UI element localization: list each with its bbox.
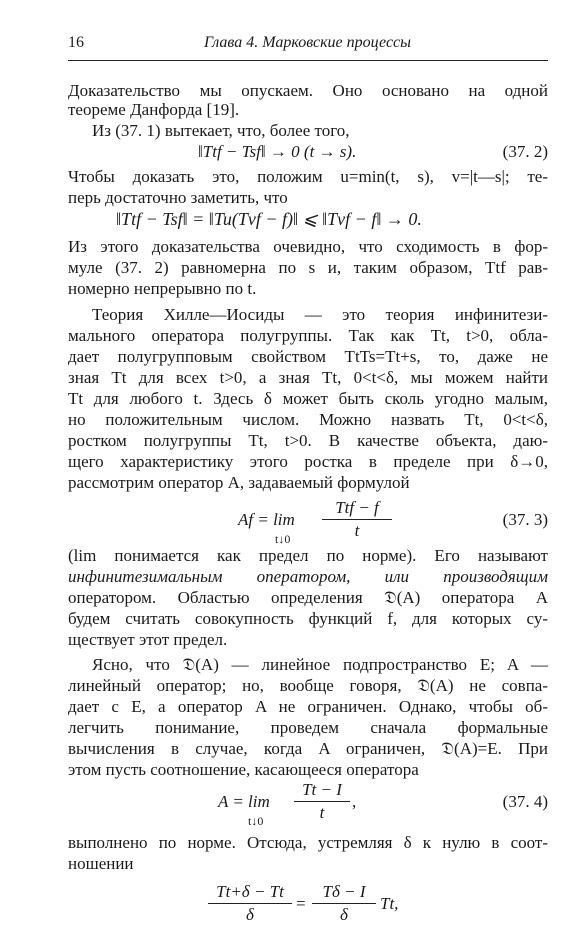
text-line: Чтобы доказать это, положим u=min(t, s), v=|t—s|; те- <box>68 167 548 186</box>
fraction <box>294 780 350 823</box>
text-line: ществует этот предел. <box>68 630 228 649</box>
text-line: будем считать совокупность функций f, для которых су- <box>68 609 548 628</box>
text-line: теореме Данфорда [19]. <box>68 100 240 119</box>
equation-lhs: A = lim <box>218 792 270 811</box>
text-line: Из этого доказательства очевидно, что сходимость в фор- <box>68 237 548 256</box>
text-line: муле (37. 2) равномерна по s и, таким образом, Ttf рав- <box>68 258 548 277</box>
equation-number: (37. 2) <box>502 142 548 161</box>
text-line: вычисления в случае, когда A ограничен, 𝔇(A)=E. При <box>68 739 548 758</box>
equation-tail: Tt, <box>380 894 399 913</box>
text-line: дает с E, а оператор A не ограничен. Однако, чтобы об- <box>68 697 548 716</box>
text-line: дает полугрупповым свойством TtTs=Tt+s, то, даже не <box>68 347 548 366</box>
equation-37-3 <box>68 498 548 544</box>
running-title: Глава 4. Марковские процессы <box>204 34 411 51</box>
numerator: Tδ − I <box>312 882 376 904</box>
text-line: Теория Хилле—Иосиды — это теория инфинитези- <box>92 305 548 324</box>
equation-body: ‖Ttf − Tsf‖ → 0 (t → s). <box>198 142 357 161</box>
fraction-right <box>312 882 376 925</box>
numerator: Ttf − f <box>322 498 392 520</box>
text-line: щего характеристику этого ростка в пределе при δ→0, <box>68 452 548 471</box>
text-line: оператором. Областью определения 𝔇(A) оператора A <box>68 588 548 607</box>
equation-37-4 <box>68 780 548 826</box>
text-line: рассмотрим оператор A, задаваемый формулой <box>68 473 410 492</box>
numerator: Tt − I <box>294 780 350 802</box>
text-line: но положительным числом. Можно назвать Tt, 0<t<δ, <box>68 410 548 429</box>
text-line: этом пусть соотношение, касающееся оператора <box>68 760 419 779</box>
fraction-left <box>208 882 292 925</box>
text-line: перь достаточно заметить, что <box>68 188 288 207</box>
text-line: ростком полугруппы Tt, t>0. В качестве объекта, даю- <box>68 431 548 450</box>
text-line: зная Tt для всех t>0, а зная Tt, 0<t<δ, мы можем найти <box>68 368 548 387</box>
equation-comma: , <box>352 792 357 811</box>
limit-subscript: t↓0 <box>248 814 264 828</box>
text-line: инфинитезимальным оператором, или производящим <box>68 567 548 586</box>
text-line: ношении <box>68 854 134 873</box>
header-rule <box>68 60 548 61</box>
inequality <box>68 209 548 235</box>
equation-lhs: Af = lim <box>238 510 295 529</box>
equation-number: (37. 3) <box>502 510 548 529</box>
page-number: 16 <box>68 34 84 51</box>
denominator: δ <box>246 905 254 924</box>
text-line: (lim понимается как предел по норме). Его называют <box>68 546 548 565</box>
text-line: номерно непрерывно по t. <box>68 279 257 298</box>
text-line: Из (37. 1) вытекает, что, более того, <box>92 121 350 140</box>
text-line: Ясно, что 𝔇(A) — линейное подпространство E; A — <box>92 655 548 674</box>
text-line: выполнено по норме. Отсюда, устремляя δ к нулю в соот- <box>68 833 548 852</box>
text-line: легчить понимание, проведем сначала формальные <box>68 718 548 737</box>
limit-subscript: t↓0 <box>275 532 291 546</box>
equals-sign: = <box>296 894 306 913</box>
text-line: линейный оператор; но, вообще говоря, 𝔇(A) не совпа- <box>68 676 548 695</box>
denominator: t <box>319 803 325 822</box>
text-line: мального оператора полугруппы. Так как Tt, t>0, обла- <box>68 326 548 345</box>
page-header <box>68 34 548 58</box>
equation-37-2 <box>68 142 548 166</box>
equation-number: (37. 4) <box>502 792 548 811</box>
denominator: δ <box>340 905 348 924</box>
fraction <box>322 498 392 541</box>
equation-body: ‖Ttf − Tsf‖ = ‖Tu(Tvf − f)‖ ⩽ ‖Tvf − f‖ → 0. <box>116 209 422 229</box>
numerator: Tt+δ − Tt <box>208 882 292 904</box>
text-line: Доказательство мы опускаем. Оно основано на одной <box>68 81 548 100</box>
equation-difference-quotient <box>68 880 548 930</box>
text-line: Tt для любого t. Здесь δ может быть сколь угодно малым, <box>68 389 548 408</box>
denominator: t <box>354 521 360 540</box>
